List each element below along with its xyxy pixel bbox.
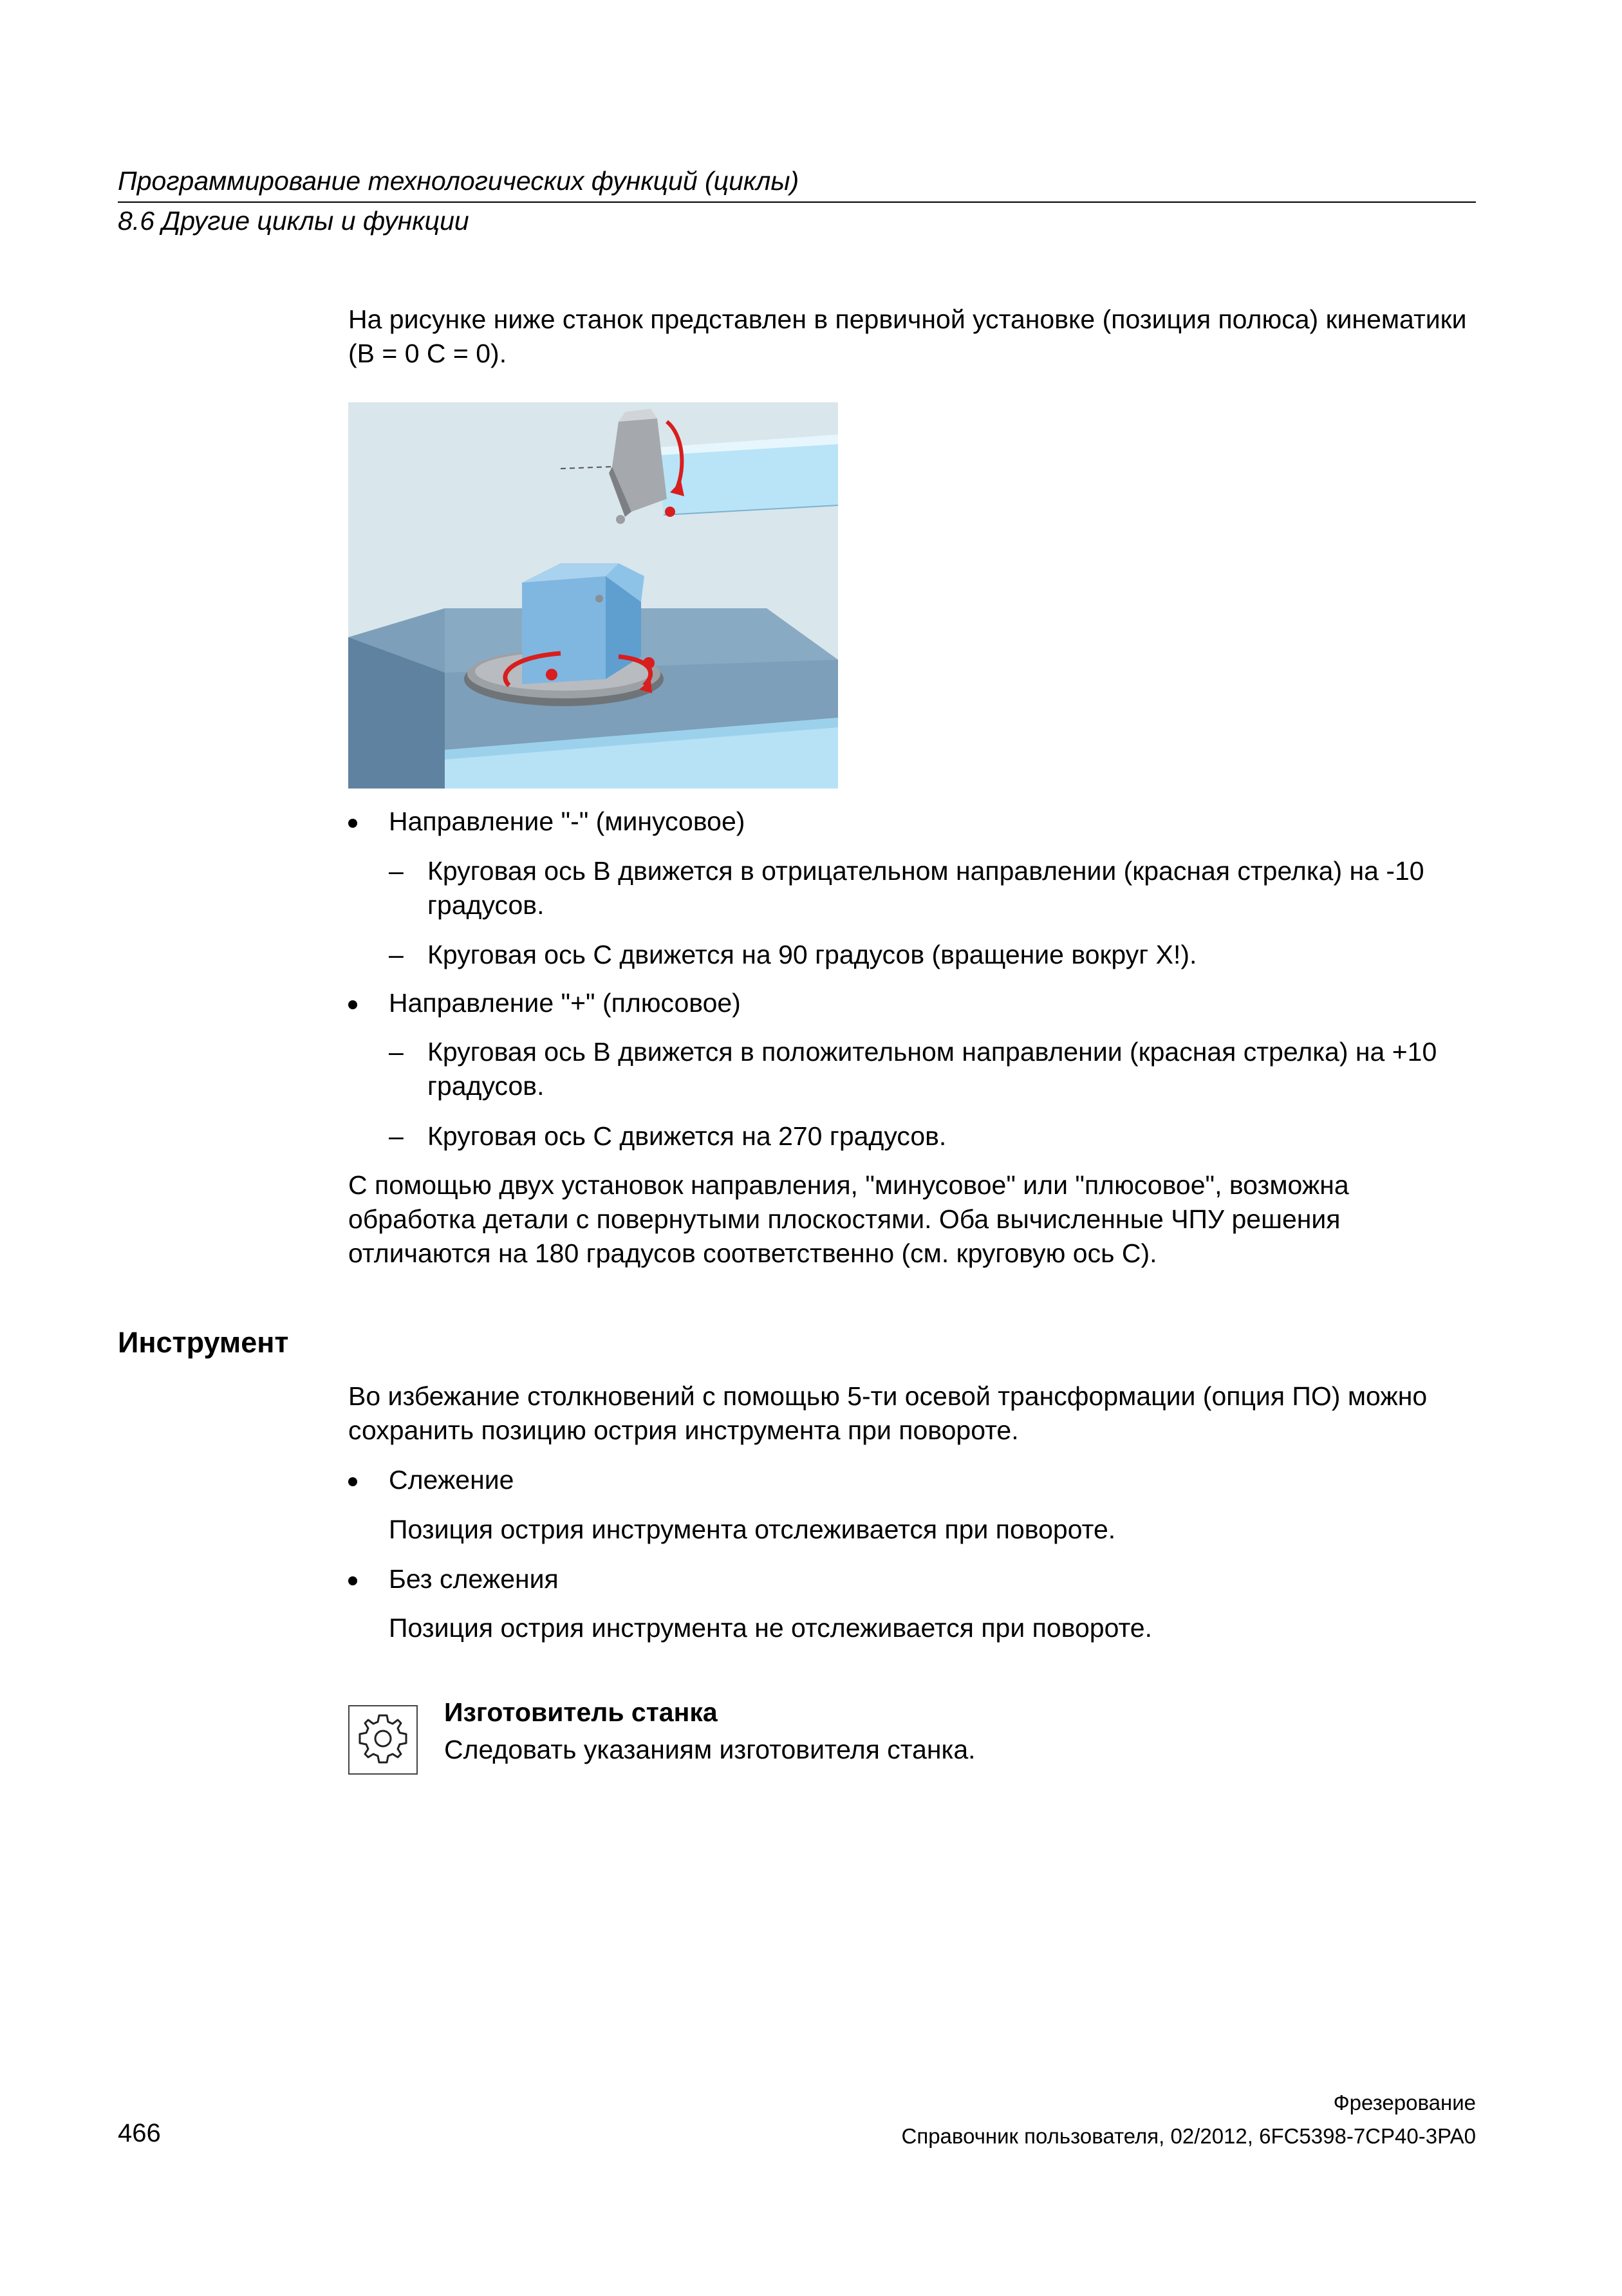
running-header-section: 8.6 Другие циклы и функции [118,206,469,236]
dash-marker: – [389,1037,404,1067]
direction-minus-item-2: Круговая ось C движется на 90 градусов (вращение вокруг X!). [427,940,1197,969]
running-header-chapter: Программирование технологических функций (циклы) [118,166,799,196]
machine-illustration [348,402,838,789]
gear-icon [350,1706,416,1773]
header-rule [118,201,1476,203]
section-title-tool: Инструмент [118,1326,289,1359]
dash-marker: – [389,856,404,886]
bullet-dot [348,1000,357,1009]
dash-marker: – [389,1121,404,1151]
note-icon-box [348,1705,418,1775]
direction-plus-item-2: Круговая ось C движется на 270 градусов. [427,1121,947,1151]
note-title: Изготовитель станка [444,1697,718,1727]
bullet-dot [348,1477,357,1486]
bullet-dot [348,1576,357,1585]
direction-minus-label: Направление "-" (минусовое) [389,807,745,836]
machine-kinematics-figure [348,402,838,789]
summary-paragraph: С помощью двух установок направления, "минусовое" или "плюсовое", возможна обработка детали с повернутыми плоскостями. Оба вычисленные ЧПУ решения отличаются на 180 градусов соответственно (см. круговую ось C). [348,1170,1349,1268]
tool-option-no-tracking-desc: Позиция острия инструмента не отслеживается при повороте. [389,1613,1152,1643]
direction-minus-item-1: Круговая ось B движется в отрицательном направлении (красная стрелка) на -10 градусов. [427,856,1424,920]
direction-plus-item-1: Круговая ось B движется в положительном направлении (красная стрелка) на +10 градусов. [427,1037,1437,1101]
tool-intro-paragraph: Во избежание столкновений с помощью 5-ти осевой трансформации (опция ПО) можно сохранить позицию острия инструмента при повороте. [348,1381,1428,1445]
footer-doc-reference: Справочник пользователя, 02/2012, 6FC5398-7CP40-3PA0 [901,2124,1476,2148]
tool-option-no-tracking-label: Без слежения [389,1564,559,1594]
dash-marker: – [389,940,404,969]
footer-doc-title: Фрезерование [1333,2091,1476,2114]
tool-option-tracking-desc: Позиция острия инструмента отслеживается при повороте. [389,1515,1116,1544]
direction-plus-label: Направление "+" (плюсовое) [389,988,741,1018]
bullet-dot [348,819,357,828]
note-text: Следовать указаниям изготовителя станка. [444,1735,976,1764]
intro-paragraph: На рисунке ниже станок представлен в первичной установке (позиция полюса) кинематики (B = 0 C = 0). [348,304,1467,368]
page-number: 466 [118,2119,161,2147]
tool-option-tracking-label: Слежение [389,1465,514,1495]
